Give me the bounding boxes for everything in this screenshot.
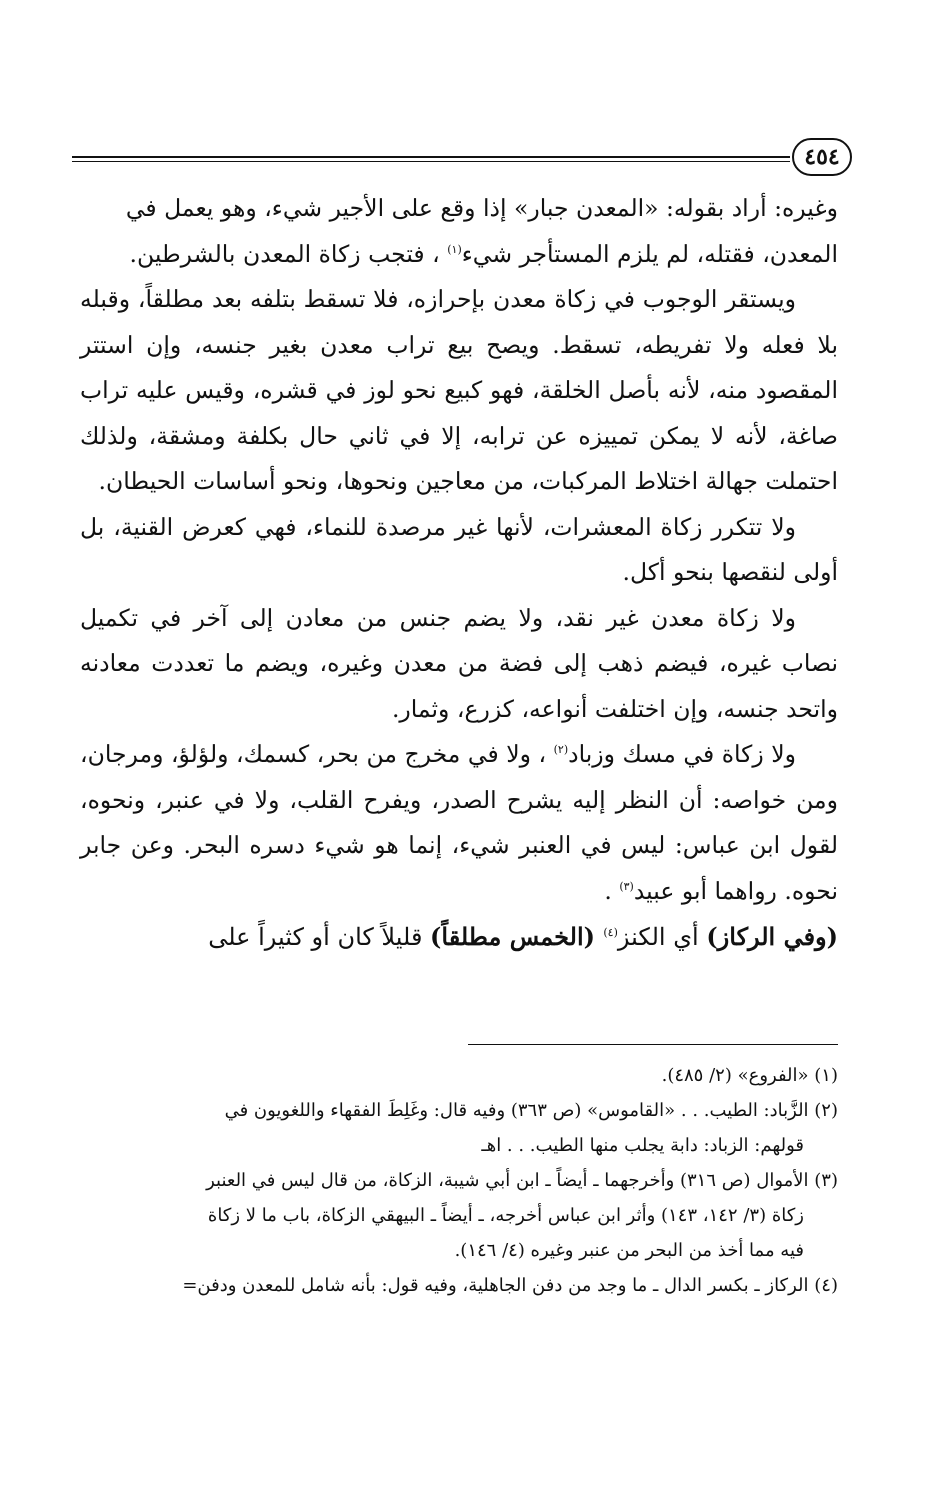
- matn-phrase-rikaz: (وفي الركاز): [706, 922, 838, 951]
- header-rule-thick: [72, 156, 790, 158]
- footnote-2-line-2: قولهم: الزباد: دابة يجلب منها الطيب. . . اهـ: [481, 1135, 804, 1156]
- paragraph-5-part-c: .: [604, 876, 612, 905]
- footnote-ref-2[interactable]: (٢): [553, 743, 569, 757]
- paragraph-6-end: قليلاً كان أو كثيراً على: [208, 923, 431, 951]
- paragraph-1-line-2b: ، فتجب زكاة المعدن بالشرطين.: [129, 239, 440, 268]
- footnote-3-line-2: زكاة (٣/ ١٤٢، ١٤٣) وأثر ابن عباس أخرجه، ـ أيضاً ـ البيهقي الزكاة، باب ما لا زكاة: [207, 1205, 804, 1226]
- paragraph-3: ولا تتكرر زكاة المعشرات، لأنها غير مرصدة للنماء، فهي كعرض القنية، بل أولى لنقصها بنحو أكل.: [80, 512, 838, 586]
- paragraph-6-mid: أي الكنز: [617, 923, 707, 951]
- matn-phrase-khums: (الخمس مطلقاً): [430, 922, 604, 951]
- footnote-1: (١) «الفروع» (٢/ ٤٨٥).: [661, 1065, 838, 1086]
- paragraph-5-part-b: ، ولا في مخرج من بحر، كسمك، ولؤلؤ، ومرجان، ومن خواصه: أن النظر إليه يشرح الصدر، ويفرح القلب، ولا في عنبر، ونحوه، لقول ابن عباس: ليس في العنبر شيء، إنما هو شيء دسره البحر. وعن جابر نحوه. رواهما أبو عبيد: [80, 740, 838, 905]
- footnotes: [80, 1058, 838, 1303]
- paragraph-1-line-1: وغيره: أراد بقوله: «المعدن جبار» إذا وقع على الأجير شيء، وهو يعمل في: [125, 194, 838, 222]
- footnote-ref-1[interactable]: (١): [447, 242, 462, 256]
- paragraph-5: [80, 732, 838, 914]
- main-text: [80, 186, 838, 961]
- footnote-2-line-1: (٢) الزَّباد: الطيب. . . «القاموس» (ص ٣٦٣) وفيه قال: وغَلِطَ الفقهاء واللغويون في: [224, 1100, 838, 1121]
- paragraph-4: ولا زكاة معدن غير نقد، ولا يضم جنس من معادن إلى آخر في تكميل نصاب غيره، فيضم ذهب إلى فضة من معدن وغيره، ويضم ما تعددت معادنه واتحد جنسه، وإن اختلفت أنواعه، كزرع، وثمار.: [80, 603, 838, 723]
- footnote-ref-4[interactable]: (٤): [603, 926, 618, 939]
- page-number-badge: ٤٥٤: [792, 138, 852, 176]
- footnote-separator: [468, 1044, 838, 1045]
- paragraph-6: [80, 914, 838, 961]
- footnote-ref-3[interactable]: (٣): [619, 879, 634, 893]
- paragraph-2: ويستقر الوجوب في زكاة معدن بإحرازه، فلا تسقط بتلفه بعد مطلقاً، وقبله بلا فعله ولا تفريطه، تسقط. ويصح بيع تراب معدن بغير جنسه، وإن استتر المقصود منه، لأنه بأصل الخلقة، فهو كبيع نحو لوز في قشره، وقيس عليه تراب صاغة، لأنه لا يمكن تمييزه عن ترابه، إلا في ثاني حال بكلفة ومشقة، ولذلك احتملت جهالة اختلاط المركبات، من معاجين ونحوها، ونحو أساسات الحيطان.: [80, 285, 838, 495]
- footnote-4: (٤) الركاز ـ بكسر الدال ـ ما وجد من دفن الجاهلية، وفيه قول: بأنه شامل للمعدن ودفن=: [182, 1275, 838, 1296]
- footnote-3-line-1: (٣) الأموال (ص ٣١٦) وأخرجهما ـ أيضاً ـ ابن أبي شيبة، الزكاة، من قال ليس في العنبر: [206, 1170, 838, 1191]
- paragraph-1-line-2a: المعدن، فقتله، لم يلزم المستأجر شيء: [461, 239, 838, 268]
- page-header: [72, 138, 852, 182]
- paragraph-1: [80, 186, 838, 277]
- footnote-3-line-3: فيه مما أخذ من البحر من عنبر وغيره (٤/ ١٤٦).: [454, 1240, 804, 1261]
- header-rule-thin: [72, 161, 790, 162]
- paragraph-5-part-a: ولا زكاة في مسك وزباد: [568, 740, 796, 768]
